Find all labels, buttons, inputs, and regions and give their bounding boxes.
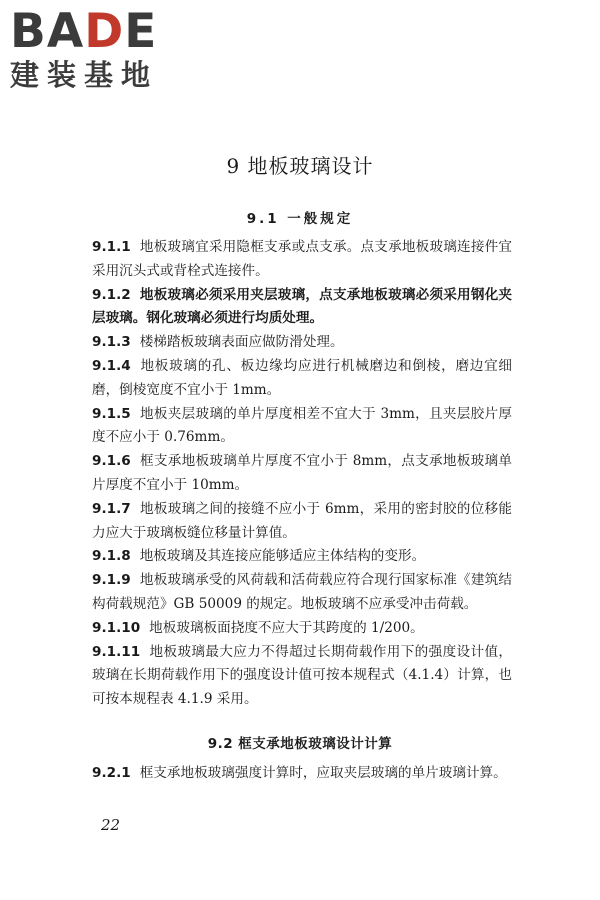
clause [92,403,512,451]
logo-brand: BADE [10,4,158,59]
clause-text: 地板玻璃必须采用夹层玻璃，点支承地板玻璃必须采用钢化夹层玻璃。钢化玻璃必须进行均质处理。 [92,286,512,327]
clause-text: 地板玻璃之间的接缝不应小于 6mm，采用的密封胶的位移能力应大于玻璃板缝位移量计算值。 [92,500,512,541]
clause-number: 9.1.4 [92,357,131,374]
clause-number: 9.1.8 [92,548,131,565]
clause [92,236,512,284]
clause-number: 9.1.3 [92,334,131,351]
clause [92,284,512,332]
clause-number: 9.1.2 [92,286,131,303]
clause-text: 地板玻璃板面挠度不应大于其跨度的 1/200。 [149,619,424,636]
clause-text: 框支承地板玻璃单片厚度不宜小于 8mm，点支承地板玻璃单片厚度不宜小于 10mm。 [92,453,512,493]
clause-text: 地板玻璃最大应力不得超过长期荷载作用下的强度设计值，玻璃在长期荷载作用下的强度设计值可按本规程式（4.1.4）计算，也可按本规程表 4.1.9 采用。 [92,643,512,708]
clause [92,331,512,355]
clause-text: 地板玻璃的孔、板边缘均应进行机械磨边和倒棱，磨边宜细磨，倒棱宽度不宜小于 1mm。 [92,357,512,398]
clause-text: 地板玻璃及其连接应能够适应主体结构的变形。 [139,548,426,565]
clause [92,617,512,641]
clause-text: 框支承地板玻璃强度计算时，应取夹层玻璃的单片玻璃计算。 [139,765,507,781]
clause [92,641,512,712]
clause-number: 9.1.1 [92,239,131,255]
section-9-2-clauses [92,762,512,786]
clause-text: 楼梯踏板玻璃表面应做防滑处理。 [139,334,344,351]
clause [92,498,512,546]
clause-number: 9.1.9 [92,572,131,589]
section-heading-9-2: 9.2 框支承地板玻璃设计计算 [207,736,393,752]
clause [92,569,512,617]
clause-number: 9.2.1 [92,765,131,781]
clause [92,762,512,786]
section-9-1-clauses [92,236,512,712]
page-number: 22 [101,816,121,834]
clause [92,355,512,403]
clause-text: 地板夹层玻璃的单片厚度相差不宜大于 3mm，且夹层胶片厚度不应小于 0.76mm。 [92,405,512,446]
clause-number: 9.1.5 [92,405,131,422]
clause-number: 9.1.10 [92,619,141,636]
bade-logo [10,6,175,92]
clause-number: 9.1.7 [92,500,131,517]
clause-number: 9.1.11 [92,643,141,660]
clause-number: 9.1.6 [92,453,131,470]
clause-text: 地板玻璃宜采用隐框支承或点支承。点支承地板玻璃连接件宜采用沉头式或背栓式连接件。 [92,239,512,279]
section-heading-9-1: 9.1 一般规定 [246,211,354,227]
clause-text: 地板玻璃承受的风荷载和活荷载应符合现行国家标准《建筑结构荷载规范》GB 50009 的规定。地板玻璃不应承受冲击荷载。 [92,572,512,612]
logo-subtitle: 建装基地 [10,58,159,92]
chapter-title: 9 地板玻璃设计 [226,154,374,178]
clause [92,450,512,498]
clause [92,545,512,569]
